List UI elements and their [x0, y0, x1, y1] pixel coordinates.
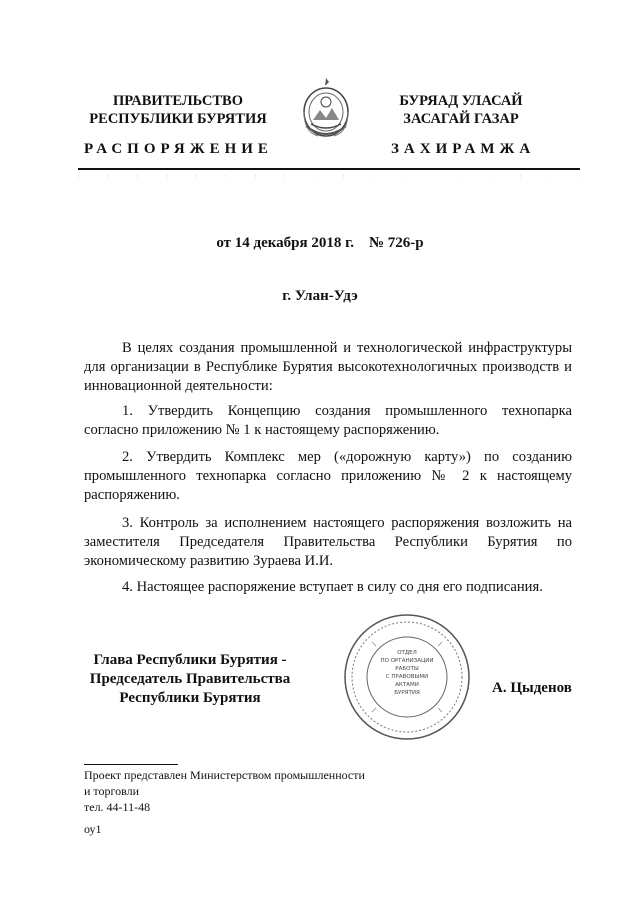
footer-code: оу1 [84, 822, 102, 836]
document-city: г. Улан-Удэ [282, 288, 358, 304]
item-3: 3. Контроль за исполнением настоящего распоряжения возложить на заместителя Председателя Правительства Республики Бурятия по экономическому развитию Зураева И.И. [84, 515, 572, 569]
header-left-line2: РЕСПУБЛИКИ БУРЯТИЯ [89, 111, 267, 127]
svg-text:ОТДЕЛ: ОТДЕЛ [397, 650, 417, 656]
order-title-ru: РАСПОРЯЖЕНИЕ [84, 141, 273, 157]
footer-rule [84, 764, 178, 765]
item-1: 1. Утвердить Концепцию создания промышленного технопарка согласно приложению № 1 к настоящему распоряжению. [84, 403, 572, 438]
header-right-line1: БУРЯАД УЛАСАЙ [399, 93, 523, 109]
header-rule [78, 168, 580, 170]
header-left-line1: ПРАВИТЕЛЬСТВО [113, 93, 243, 109]
footer-note: Проект представлен Министерством промышленности и торговли тел. 44-11-48 [84, 768, 365, 814]
svg-text:ПО ОРГАНИЗАЦИИ: ПО ОРГАНИЗАЦИИ [380, 658, 434, 664]
official-seal-stamp [342, 612, 472, 747]
svg-text:С ПРАВОВЫМИ: С ПРАВОВЫМИ [385, 674, 429, 680]
coat-of-arms-emblem [298, 72, 354, 149]
header-dotted-line: : : : : : : : : : : : : : : : : : : [78, 174, 580, 180]
item-2: 2. Утвердить Комплекс мер («дорожную карту») по созданию промышленного технопарка согласно приложению № 2 к настоящему распоряжению. [84, 449, 572, 503]
signatory-title: Глава Республики Бурятия - Председатель Правительства Республики Бурятия [89, 652, 291, 706]
svg-text:АКТАМИ: АКТАМИ [395, 682, 419, 688]
preamble: В целях создания промышленной и технологической инфраструктуры для организации в Республике Бурятия высокотехнологичных производств и инновационной деятельности: [84, 340, 572, 394]
signatory-name: А. Цыденов [492, 680, 572, 696]
header-left [78, 92, 278, 128]
document-date-number: от 14 декабря 2018 г. № 726-р [216, 235, 424, 251]
item-4: 4. Настоящее распоряжение вступает в силу со дня его подписания. [122, 579, 543, 595]
header-right [366, 92, 556, 128]
svg-text:РАБОТЫ: РАБОТЫ [395, 666, 419, 672]
svg-text:БУРЯТИЯ: БУРЯТИЯ [394, 690, 420, 696]
header-right-line2: ЗАСАГАЙ ГАЗАР [403, 111, 519, 127]
order-title-bua: ЗАХИРАМЖА [391, 141, 536, 157]
